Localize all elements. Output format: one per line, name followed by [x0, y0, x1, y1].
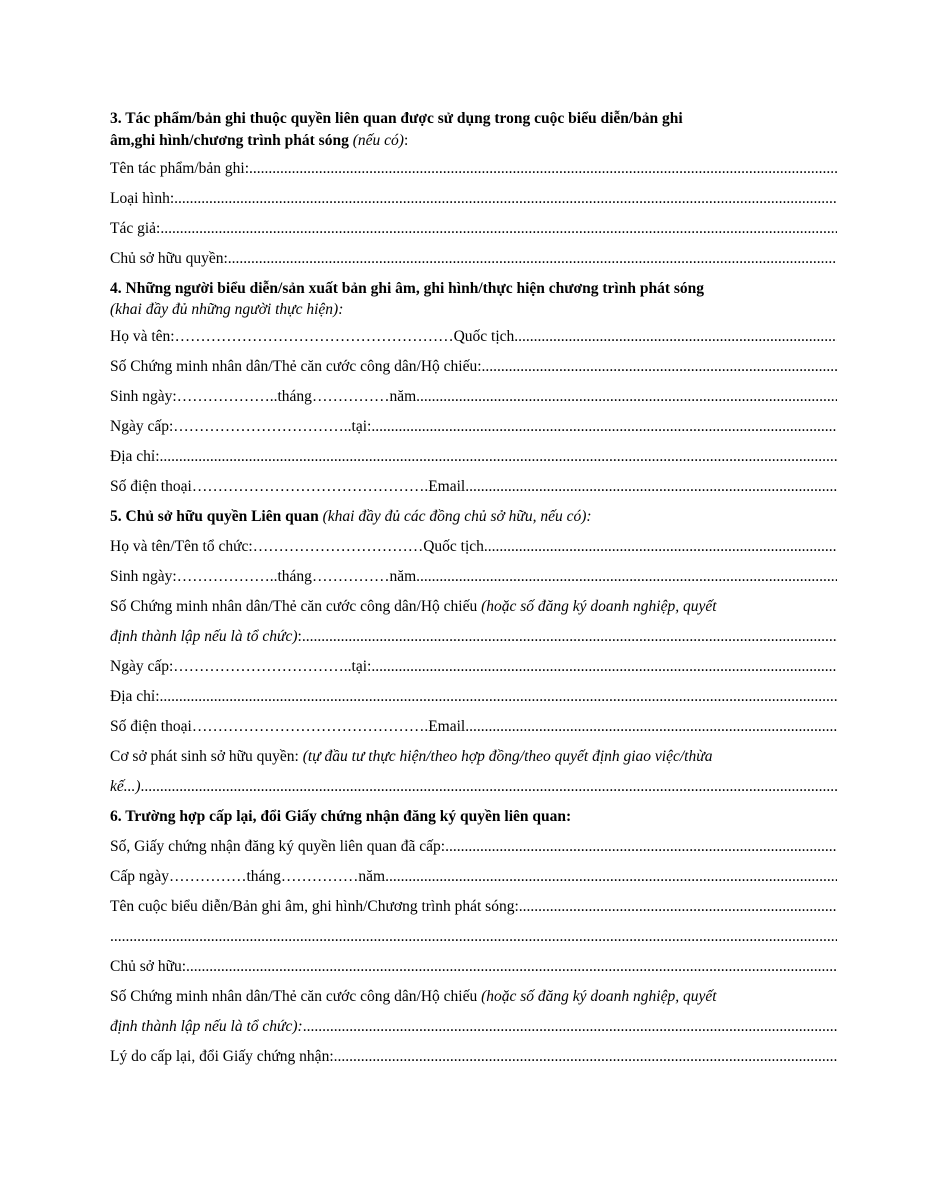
field-label: năm — [358, 868, 386, 885]
field-label: Lý do cấp lại, đổi Giấy chứng nhận: — [110, 1048, 334, 1065]
field-owner-name[interactable] — [110, 532, 837, 562]
dot-leader — [228, 244, 837, 274]
field-cert-number[interactable] — [110, 832, 837, 862]
dot-leader — [465, 712, 837, 742]
dot-leader — [334, 1042, 837, 1072]
field-cert-id-line1 — [110, 982, 837, 1012]
dot-leader — [160, 682, 838, 712]
dot-leader — [371, 652, 837, 682]
field-label: Ngày cấp: — [110, 418, 174, 435]
field-owner-phone[interactable] — [110, 712, 837, 742]
field-note: định thành lập nếu là tổ chức): — [110, 1018, 303, 1035]
dot-leader — [141, 772, 837, 802]
field-note: (hoặc số đăng ký doanh nghiệp, quyết — [481, 598, 717, 615]
dot-leader — [160, 214, 837, 244]
field-cert-id-line2[interactable] — [110, 1012, 837, 1042]
section-5-heading — [110, 502, 837, 532]
field-label: Họ và tên: — [110, 328, 175, 345]
field-label: Họ và tên/Tên tổ chức: — [110, 538, 253, 555]
section-5-heading-note: (khai đầy đủ các đồng chủ sở hữu, nếu có): — [322, 508, 592, 525]
field-label: tháng — [246, 868, 281, 885]
section-3-heading-line2: âm,ghi hình/chương trình phát sóng — [110, 132, 353, 149]
field-performer-issue[interactable] — [110, 412, 837, 442]
dot-leader — [445, 832, 837, 862]
dots-inline: …………………………….. — [173, 418, 352, 435]
field-performer-id[interactable] — [110, 352, 837, 382]
field-label: Số Chứng minh nhân dân/Thẻ căn cước công dân/Hộ chiếu — [110, 988, 482, 1005]
field-label: tháng — [277, 568, 312, 585]
dots-inline: ……………………………………………… — [174, 328, 454, 345]
dots-inline: …………… — [311, 388, 390, 405]
dot-leader — [174, 184, 837, 214]
dots-inline: …………… — [311, 568, 390, 585]
field-note: định thành lập nếu là tổ chức) — [110, 628, 298, 645]
dots-inline: …………………………… — [252, 538, 424, 555]
dot-leader — [186, 952, 837, 982]
field-label: Địa chỉ: — [110, 448, 160, 465]
dots-inline: ………………………………………. — [191, 478, 429, 495]
field-label: Tên tác phẩm/bản ghi: — [110, 160, 250, 177]
section-3-heading-note: (nếu có) — [352, 132, 404, 149]
dot-leader — [303, 1012, 837, 1042]
field-note: kế...) — [110, 778, 141, 795]
dot-leader — [249, 154, 837, 184]
field-label: Số Chứng minh nhân dân/Thẻ căn cước công dân/Hộ chiếu — [110, 598, 482, 615]
field-performer-birth[interactable] — [110, 382, 837, 412]
field-label: Chủ sở hữu quyền: — [110, 250, 228, 267]
section-5-heading-title: 5. Chủ sở hữu quyền Liên quan — [110, 508, 323, 525]
dots-inline: …………… — [168, 868, 247, 885]
section-3-heading-line1: 3. Tác phẩm/bản ghi thuộc quyền liên quan được sử dụng trong cuộc biểu diễn/bản ghi — [110, 110, 683, 127]
field-label: tại: — [351, 418, 372, 435]
dots-inline: …………… — [280, 868, 359, 885]
dot-leader — [416, 562, 837, 592]
field-performer-address[interactable] — [110, 442, 837, 472]
field-cert-owner[interactable] — [110, 952, 837, 982]
dot-leader — [514, 322, 837, 352]
field-label: Số điện thoại — [110, 718, 192, 735]
form-page — [110, 108, 837, 1072]
field-label: Tên cuộc biểu diễn/Bản ghi âm, ghi hình/Chương trình phát sóng: — [110, 898, 519, 915]
field-label: tại: — [351, 658, 372, 675]
field-label: năm — [389, 568, 417, 585]
field-performance-title[interactable] — [110, 892, 837, 922]
field-label: Sinh ngày: — [110, 388, 177, 405]
dot-leader — [416, 382, 837, 412]
dots-inline: ………………………………………. — [191, 718, 429, 735]
field-label: Quốc tịch — [423, 538, 484, 555]
dot-leader — [385, 862, 837, 892]
dots-inline: …………………………….. — [173, 658, 352, 675]
field-label: Số, Giấy chứng nhận đăng ký quyền liên quan đã cấp: — [110, 838, 446, 855]
dot-leader — [160, 442, 838, 472]
field-work-type[interactable] — [110, 184, 837, 214]
section-3-heading-colon: : — [403, 132, 409, 149]
field-performance-title-continued[interactable] — [110, 922, 837, 952]
field-performer-name[interactable] — [110, 322, 837, 352]
field-owner-basis-line1 — [110, 742, 837, 772]
field-label: tháng — [277, 388, 312, 405]
field-label: Ngày cấp: — [110, 658, 174, 675]
field-label: Chủ sở hữu: — [110, 958, 187, 975]
dot-leader — [482, 352, 837, 382]
field-owner-id-line2[interactable] — [110, 622, 837, 652]
dot-leader — [302, 622, 837, 652]
field-owner-address[interactable] — [110, 682, 837, 712]
dot-leader — [465, 472, 837, 502]
field-label: Sinh ngày: — [110, 568, 177, 585]
section-4-subheading: (khai đầy đủ những người thực hiện): — [110, 301, 344, 318]
field-owner-basis-line2[interactable] — [110, 772, 837, 802]
section-4-heading: 4. Những người biểu diễn/sản xuất bản ghi âm, ghi hình/thực hiện chương trình phát sóng — [110, 280, 705, 297]
field-label: Địa chỉ: — [110, 688, 160, 705]
field-rights-owner[interactable] — [110, 244, 837, 274]
dot-leader — [484, 532, 837, 562]
dots-inline: ……………….. — [176, 388, 278, 405]
dots-inline: ……………….. — [176, 568, 278, 585]
field-label: Email — [428, 478, 466, 495]
dot-leader — [519, 892, 837, 922]
field-note: (hoặc số đăng ký doanh nghiệp, quyết — [481, 988, 717, 1005]
field-label: Quốc tịch — [453, 328, 515, 345]
field-label: Cơ sở phát sinh sở hữu quyền: — [110, 748, 303, 765]
field-label: Email — [428, 718, 466, 735]
field-performer-phone[interactable] — [110, 472, 837, 502]
field-label: Cấp ngày — [110, 868, 169, 885]
field-owner-id-line1 — [110, 592, 837, 622]
field-label: năm — [389, 388, 417, 405]
section-3-heading-line2-wrap — [110, 130, 837, 152]
field-label: Tác giả: — [110, 220, 161, 237]
field-owner-birth[interactable] — [110, 562, 837, 592]
field-author[interactable] — [110, 214, 837, 244]
field-label: Số Chứng minh nhân dân/Thẻ căn cước công dân/Hộ chiếu: — [110, 358, 482, 375]
field-cert-date[interactable] — [110, 862, 837, 892]
field-label: Số điện thoại — [110, 478, 192, 495]
field-colon: : — [297, 628, 302, 645]
field-label: Loại hình: — [110, 190, 175, 207]
dot-leader — [110, 922, 837, 952]
section-6-heading: 6. Trường hợp cấp lại, đổi Giấy chứng nhận đăng ký quyền liên quan: — [110, 808, 572, 825]
field-owner-issue[interactable] — [110, 652, 837, 682]
field-reissue-reason[interactable] — [110, 1042, 837, 1072]
section-3-heading — [110, 108, 837, 152]
field-note: (tự đầu tư thực hiện/theo hợp đồng/theo quyết định giao việc/thừa — [302, 748, 713, 765]
dot-leader — [371, 412, 837, 442]
field-work-title[interactable] — [110, 154, 837, 184]
